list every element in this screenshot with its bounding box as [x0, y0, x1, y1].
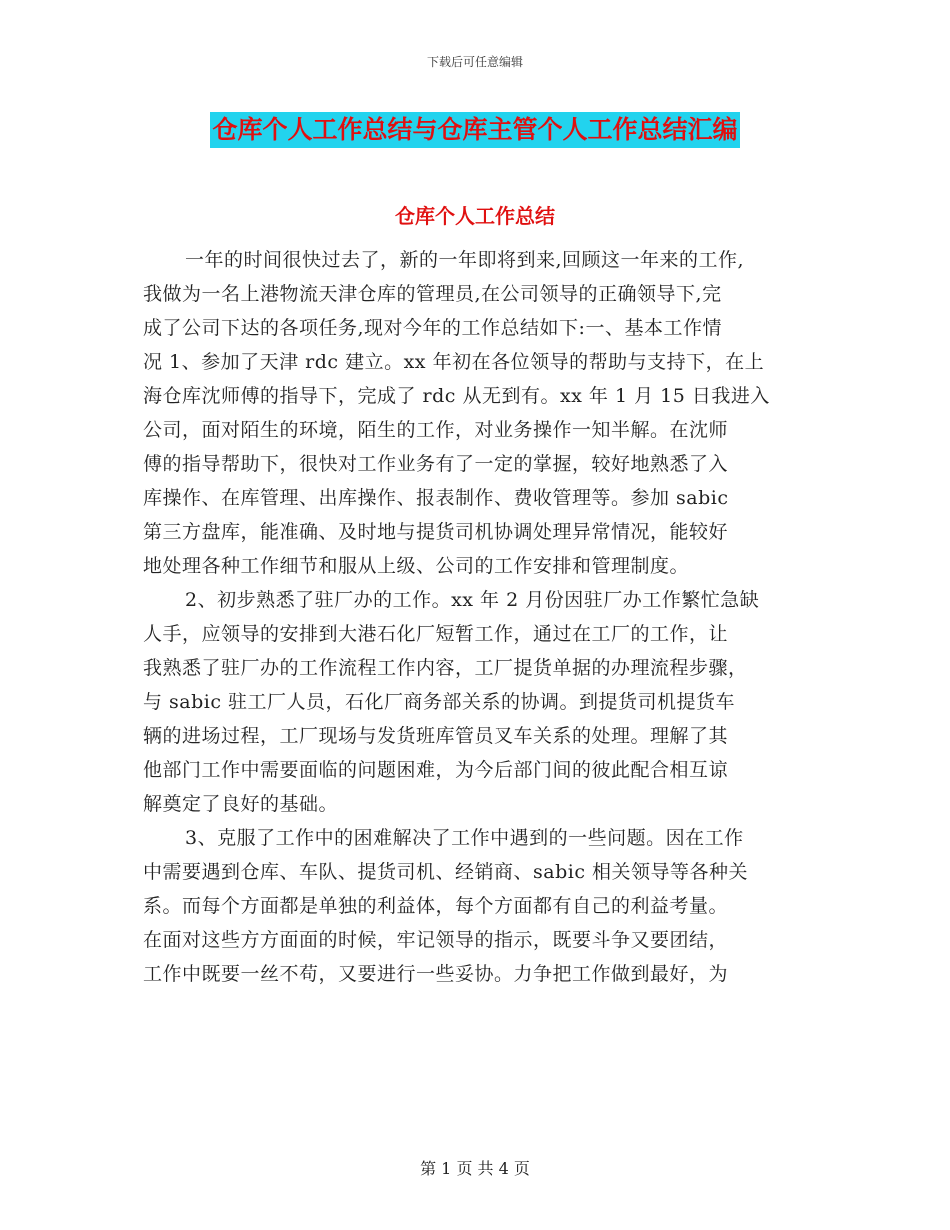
paragraph-line: 地处理各种工作细节和服从上级、公司的工作安排和管理制度。: [143, 555, 690, 577]
paragraph-line: 在面对这些方方面面的时候，牢记领导的指示，既要斗争又要团结，: [143, 929, 729, 951]
paragraph-line: 库操作、在库管理、出库操作、报表制作、费收管理等。参加 sabic: [143, 487, 729, 509]
paragraph-line: 人手，应领导的安排到大港石化厂短暂工作，通过在工厂的工作，让: [143, 623, 729, 645]
paragraph-line: 2、初步熟悉了驻厂办的工作。xx 年 2 月份因驻厂办工作繁忙急缺: [185, 589, 760, 611]
paragraph-line: 中需要遇到仓库、车队、提货司机、经销商、sabic 相关领导等各种关: [143, 861, 748, 883]
paragraph-line: 我熟悉了驻厂办的工作流程工作内容，工厂提货单据的办理流程步骤，: [143, 657, 748, 679]
paragraph-line: 傅的指导帮助下，很快对工作业务有了一定的掌握，较好地熟悉了入: [143, 453, 729, 475]
paragraph-line: 与 sabic 驻工厂人员，石化厂商务部关系的协调。到提货司机提货车: [143, 691, 736, 713]
paragraph-line: 系。而每个方面都是单独的利益体，每个方面都有自己的利益考量。: [143, 895, 729, 917]
paragraph-line: 我做为一名上港物流天津仓库的管理员,在公司领导的正确领导下,完: [143, 283, 722, 305]
paragraph-line: 公司，面对陌生的环境，陌生的工作，对业务操作一知半解。在沈师: [143, 419, 729, 441]
page-footer: 第 1 页 共 4 页: [420, 1159, 530, 1178]
paragraph-line: 解奠定了良好的基础。: [143, 793, 339, 815]
section-title: 仓库个人工作总结: [395, 204, 555, 228]
paragraph-line: 海仓库沈师傅的指导下，完成了 rdc 从无到有。xx 年 1 月 15 日我进入: [143, 385, 770, 407]
paragraph-line: 况 1、参加了天津 rdc 建立。xx 年初在各位领导的帮助与支持下，在上: [143, 351, 765, 373]
paragraph-line: 3、克服了工作中的困难解决了工作中遇到的一些问题。因在工作: [185, 827, 744, 849]
paragraph-line: 一年的时间很快过去了，新的一年即将到来,回顾这一年来的工作,: [185, 249, 745, 271]
paragraph-line: 辆的进场过程，工厂现场与发货班库管员叉车关系的处理。理解了其: [143, 725, 729, 747]
paragraph-line: 他部门工作中需要面临的问题困难，为今后部门间的彼此配合相互谅: [143, 759, 729, 781]
header-note: 下载后可任意编辑: [426, 55, 523, 69]
document-title: 仓库个人工作总结与仓库主管个人工作总结汇编: [210, 112, 739, 148]
paragraph-line: 第三方盘库，能准确、及时地与提货司机协调处理异常情况，能较好: [143, 521, 729, 543]
paragraph-line: 工作中既要一丝不苟，又要进行一些妥协。力争把工作做到最好，为: [143, 963, 729, 985]
paragraph-line: 成了公司下达的各项任务,现对今年的工作总结如下:一、基本工作情: [143, 317, 722, 339]
main-title-container: [0, 112, 950, 148]
body-text: [143, 243, 813, 991]
